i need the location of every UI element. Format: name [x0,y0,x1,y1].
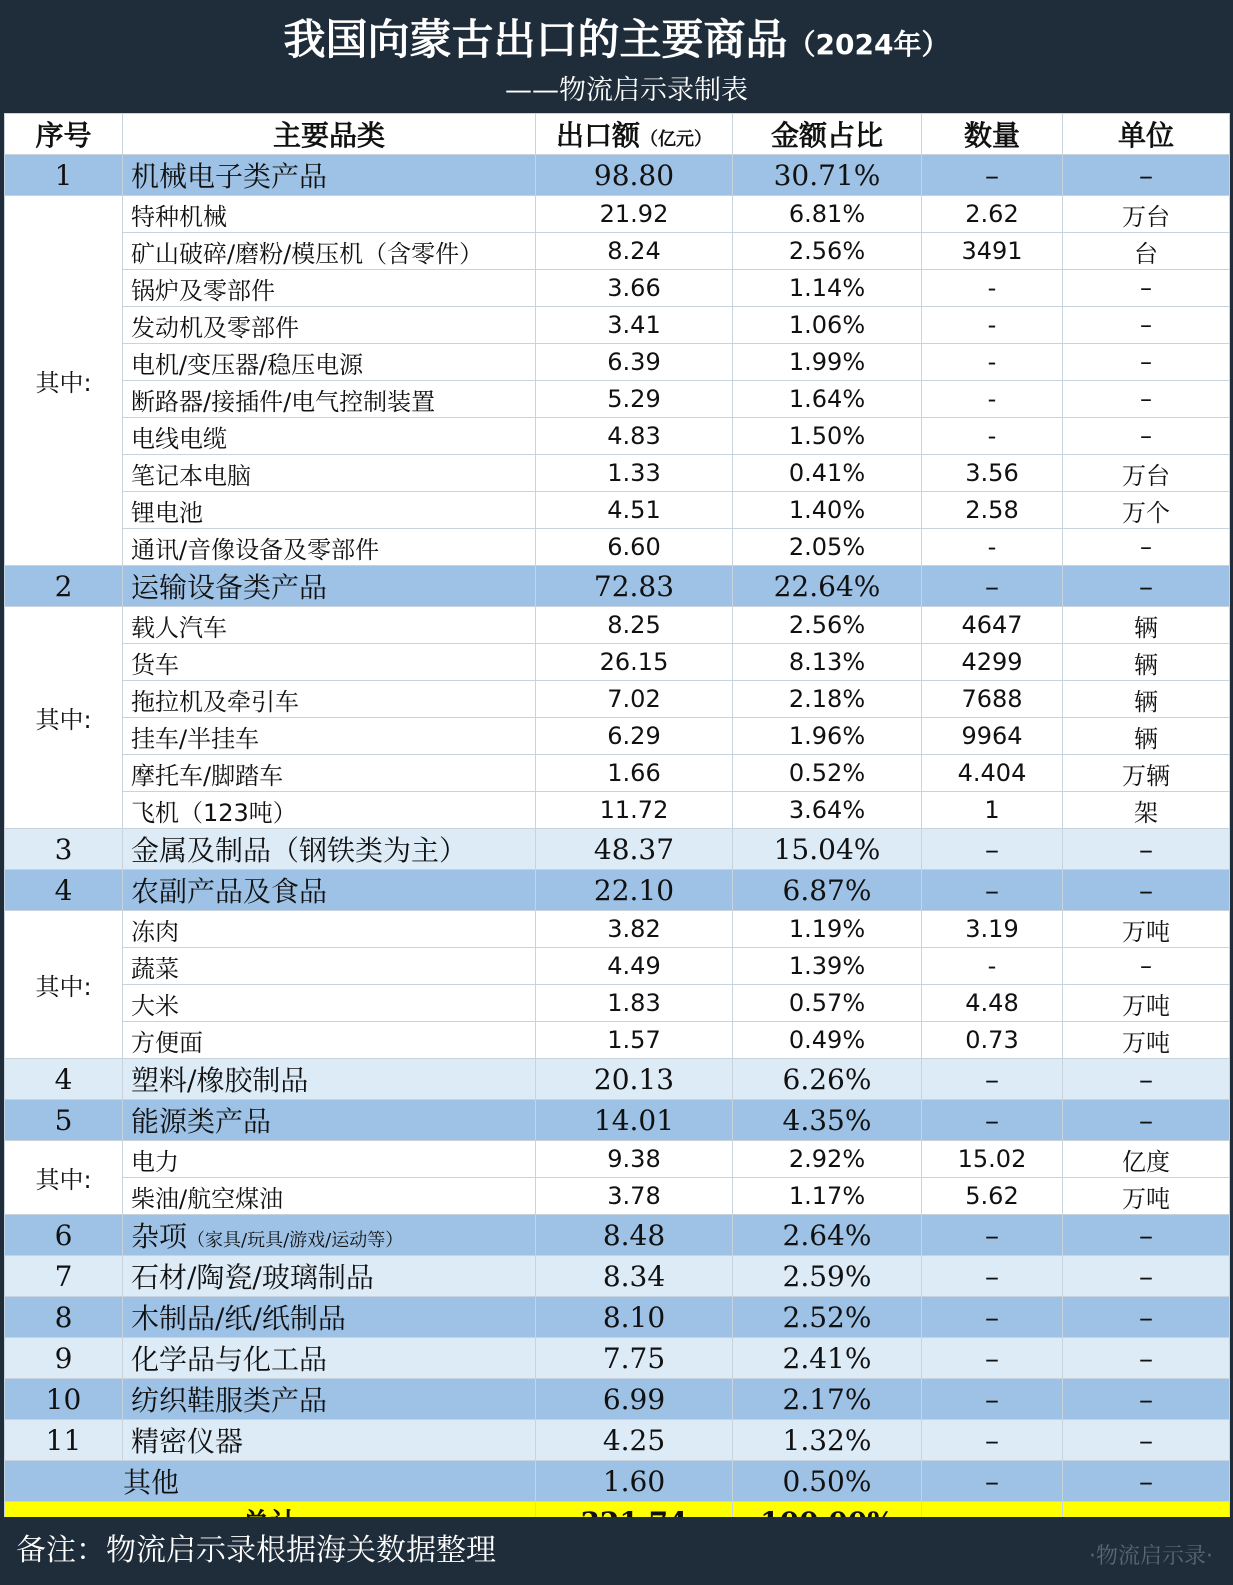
category-name-text: 运输设备类产品 [131,571,328,604]
subitem-row [5,755,1230,792]
export-value: 14.01 [536,1100,733,1141]
category-name-text: 塑料/橡胶制品 [131,1064,309,1097]
subitem-row [5,270,1230,307]
category-row [5,566,1230,607]
value-share: 1.39% [733,948,922,985]
value-share: 6.87% [733,870,922,911]
value-share: 6.81% [733,196,922,233]
value-share: 2.59% [733,1256,922,1297]
unit: – [1063,1379,1230,1420]
export-value: 1.60 [536,1461,733,1502]
quantity: 4.404 [922,755,1063,792]
export-value: 21.92 [536,196,733,233]
unit: – [1063,1256,1230,1297]
subitem-row [5,344,1230,381]
column-header-value [536,114,733,155]
category-name-text: 木制品/纸/纸制品 [131,1302,346,1335]
quantity: 3.19 [922,911,1063,948]
unit: 万辆 [1063,755,1230,792]
title-text: 我国向蒙古出口的主要商品 [283,15,788,64]
category-name [123,566,536,607]
group-label: 其中: [5,607,123,829]
quantity: 1 [922,792,1063,829]
title-year: （2024年） [787,28,950,61]
value-share: 0.49% [733,1022,922,1059]
subitem-row [5,1141,1230,1178]
category-row [5,1379,1230,1420]
column-header-value-label: 出口额 [555,119,640,152]
quantity: 4647 [922,607,1063,644]
row-number: 3 [5,829,123,870]
unit: – [1063,529,1230,566]
row-number: 11 [5,1420,123,1461]
export-value: 7.75 [536,1338,733,1379]
column-header-category: 主要品类 [123,114,536,155]
unit: – [1063,418,1230,455]
unit: 万吨 [1063,1022,1230,1059]
unit: 万台 [1063,455,1230,492]
export-value: 8.48 [536,1215,733,1256]
category-row [5,1338,1230,1379]
quantity: – [922,1256,1063,1297]
category-name-text: 纺织鞋服类产品 [131,1384,328,1417]
quantity: 3.56 [922,455,1063,492]
unit: – [1063,1215,1230,1256]
value-share: 2.17% [733,1379,922,1420]
item-name: 锅炉及零部件 [123,270,536,307]
value-share: 1.96% [733,718,922,755]
column-header-value-unit: （亿元） [640,129,712,150]
unit: – [1063,1059,1230,1100]
unit: 辆 [1063,644,1230,681]
group-label: 其中: [5,196,123,566]
unit: – [1063,381,1230,418]
category-name [123,1215,536,1256]
row-number: 4 [5,1059,123,1100]
category-name [123,1059,536,1100]
unit: 辆 [1063,681,1230,718]
unit: – [1063,155,1230,196]
value-share: 1.19% [733,911,922,948]
export-value: 48.37 [536,829,733,870]
quantity: 15.02 [922,1141,1063,1178]
unit: – [1063,1461,1230,1502]
category-name [123,155,536,196]
item-name: 摩托车/脚踏车 [123,755,536,792]
value-share: 2.64% [733,1215,922,1256]
item-name: 载人汽车 [123,607,536,644]
quantity: – [922,1338,1063,1379]
footer [0,1517,1233,1585]
value-share: 2.18% [733,681,922,718]
quantity: 4299 [922,644,1063,681]
value-share: 0.50% [733,1461,922,1502]
column-header-qty: 数量 [922,114,1063,155]
category-row [5,870,1230,911]
subitem-row [5,681,1230,718]
value-share: 22.64% [733,566,922,607]
item-name: 发动机及零部件 [123,307,536,344]
subitem-row [5,418,1230,455]
item-name: 矿山破碎/磨粉/模压机（含零件） [123,233,536,270]
row-number: 4 [5,870,123,911]
quantity: – [922,155,1063,196]
quantity: – [922,1297,1063,1338]
value-share: 1.50% [733,418,922,455]
quantity: – [922,1420,1063,1461]
unit: – [1063,344,1230,381]
unit: 辆 [1063,718,1230,755]
column-header-unit: 单位 [1063,114,1230,155]
item-name: 方便面 [123,1022,536,1059]
subitem-row [5,792,1230,829]
export-value: 6.29 [536,718,733,755]
item-name: 蔬菜 [123,948,536,985]
category-name-text: 农副产品及食品 [131,875,328,908]
page-subtitle: ——物流启示录制表 [505,75,748,106]
export-value: 7.02 [536,681,733,718]
unit: – [1063,307,1230,344]
value-share: 1.32% [733,1420,922,1461]
unit: 亿度 [1063,1141,1230,1178]
subitem-row [5,948,1230,985]
category-row [5,1461,1230,1502]
value-share: 2.05% [733,529,922,566]
export-value: 20.13 [536,1059,733,1100]
export-value: 8.34 [536,1256,733,1297]
quantity: – [922,870,1063,911]
group-label: 其中: [5,1141,123,1215]
value-share: 15.04% [733,829,922,870]
unit: 万吨 [1063,985,1230,1022]
row-number: 8 [5,1297,123,1338]
export-value: 98.80 [536,155,733,196]
category-name-text: 机械电子类产品 [131,160,328,193]
value-share: 1.14% [733,270,922,307]
subitem-row [5,492,1230,529]
category-name [123,1100,536,1141]
value-share: 2.41% [733,1338,922,1379]
category-row [5,1215,1230,1256]
table-header-row [5,114,1230,155]
value-share: 6.26% [733,1059,922,1100]
item-name: 电线电缆 [123,418,536,455]
value-share: 3.64% [733,792,922,829]
quantity: 2.62 [922,196,1063,233]
subitem-row [5,1022,1230,1059]
value-share: 30.71% [733,155,922,196]
quantity: 9964 [922,718,1063,755]
export-value: 8.25 [536,607,733,644]
item-name: 挂车/半挂车 [123,718,536,755]
row-number: 2 [5,566,123,607]
export-value: 4.25 [536,1420,733,1461]
unit: 万台 [1063,196,1230,233]
category-name-text: 能源类产品 [131,1105,272,1138]
page-title [0,10,1233,75]
export-value: 1.66 [536,755,733,792]
unit: – [1063,1338,1230,1379]
category-name-text: 精密仪器 [131,1425,244,1458]
item-name: 冻肉 [123,911,536,948]
subitem-row [5,529,1230,566]
row-number: 9 [5,1338,123,1379]
export-value: 4.83 [536,418,733,455]
item-name: 通讯/音像设备及零部件 [123,529,536,566]
category-name-text: 金属及制品（钢铁类为主） [131,834,468,867]
category-row [5,1256,1230,1297]
export-value: 8.10 [536,1297,733,1338]
subitem-row [5,985,1230,1022]
item-name: 断路器/接插件/电气控制装置 [123,381,536,418]
unit: 辆 [1063,607,1230,644]
export-value: 3.66 [536,270,733,307]
category-name [123,1256,536,1297]
export-value: 6.99 [536,1379,733,1420]
category-row [5,829,1230,870]
column-header-share: 金额占比 [733,114,922,155]
category-name-text: 杂项 [131,1220,188,1253]
row-number: 6 [5,1215,123,1256]
quantity: - [922,948,1063,985]
category-name [123,1338,536,1379]
quantity: 5.62 [922,1178,1063,1215]
quantity: – [922,1215,1063,1256]
value-share: 1.99% [733,344,922,381]
item-name: 货车 [123,644,536,681]
quantity: 7688 [922,681,1063,718]
quantity: - [922,529,1063,566]
quantity: – [922,1100,1063,1141]
item-name: 柴油/航空煤油 [123,1178,536,1215]
export-value: 1.83 [536,985,733,1022]
footer-note: 备注：物流启示录根据海关数据整理 [16,1533,496,1568]
unit: 万吨 [1063,1178,1230,1215]
category-name [123,870,536,911]
quantity: – [922,1059,1063,1100]
header [0,0,1233,113]
export-value: 6.39 [536,344,733,381]
unit: – [1063,1420,1230,1461]
subitem-row [5,381,1230,418]
quantity: - [922,307,1063,344]
value-share: 1.06% [733,307,922,344]
row-number: 10 [5,1379,123,1420]
category-note: （家具/玩具/游戏/运动等） [187,1230,404,1251]
quantity: 3491 [922,233,1063,270]
category-row [5,1420,1230,1461]
value-share: 1.17% [733,1178,922,1215]
subitem-row [5,607,1230,644]
export-value: 3.82 [536,911,733,948]
subitem-row [5,233,1230,270]
quantity: 2.58 [922,492,1063,529]
unit: – [1063,1297,1230,1338]
value-share: 8.13% [733,644,922,681]
unit: 架 [1063,792,1230,829]
value-share: 0.52% [733,755,922,792]
export-value: 22.10 [536,870,733,911]
quantity: - [922,418,1063,455]
category-name: 其他 [5,1461,536,1502]
quantity: – [922,1461,1063,1502]
category-name [123,1379,536,1420]
item-name: 电机/变压器/稳压电源 [123,344,536,381]
subitem-row [5,718,1230,755]
quantity: – [922,566,1063,607]
row-number: 5 [5,1100,123,1141]
quantity: 0.73 [922,1022,1063,1059]
subitem-row [5,455,1230,492]
export-value: 72.83 [536,566,733,607]
unit: – [1063,948,1230,985]
subitem-row [5,307,1230,344]
export-value: 11.72 [536,792,733,829]
value-share: 0.41% [733,455,922,492]
item-name: 飞机（123吨） [123,792,536,829]
export-value: 9.38 [536,1141,733,1178]
item-name: 锂电池 [123,492,536,529]
quantity: – [922,829,1063,870]
row-number: 1 [5,155,123,196]
category-name-text: 石材/陶瓷/玻璃制品 [131,1261,374,1294]
category-row [5,1059,1230,1100]
unit: – [1063,829,1230,870]
export-value: 8.24 [536,233,733,270]
column-header-no: 序号 [5,114,123,155]
unit: – [1063,270,1230,307]
item-name: 大米 [123,985,536,1022]
watermark: ·物流启示录· [1089,1544,1213,1569]
quantity: - [922,381,1063,418]
item-name: 电力 [123,1141,536,1178]
subitem-row [5,196,1230,233]
value-share: 4.35% [733,1100,922,1141]
export-value: 6.60 [536,529,733,566]
value-share: 2.56% [733,607,922,644]
value-share: 2.92% [733,1141,922,1178]
export-value: 4.49 [536,948,733,985]
value-share: 2.52% [733,1297,922,1338]
category-name [123,829,536,870]
subitem-row [5,911,1230,948]
item-name: 笔记本电脑 [123,455,536,492]
unit: 台 [1063,233,1230,270]
export-value: 3.78 [536,1178,733,1215]
quantity: - [922,270,1063,307]
value-share: 2.56% [733,233,922,270]
value-share: 1.40% [733,492,922,529]
export-value: 26.15 [536,644,733,681]
row-number: 7 [5,1256,123,1297]
category-name-text: 化学品与化工品 [131,1343,328,1376]
unit: – [1063,566,1230,607]
unit: 万个 [1063,492,1230,529]
quantity: - [922,344,1063,381]
category-row [5,1297,1230,1338]
category-row [5,155,1230,196]
category-name [123,1297,536,1338]
unit: – [1063,1100,1230,1141]
quantity: – [922,1379,1063,1420]
unit: 万吨 [1063,911,1230,948]
category-row [5,1100,1230,1141]
subitem-row [5,644,1230,681]
group-label: 其中: [5,911,123,1059]
category-name [123,1420,536,1461]
item-name: 拖拉机及牵引车 [123,681,536,718]
export-value: 1.57 [536,1022,733,1059]
value-share: 0.57% [733,985,922,1022]
export-value: 4.51 [536,492,733,529]
quantity: 4.48 [922,985,1063,1022]
unit: – [1063,870,1230,911]
export-value: 3.41 [536,307,733,344]
subitem-row [5,1178,1230,1215]
export-table [4,113,1230,1543]
export-value: 5.29 [536,381,733,418]
value-share: 1.64% [733,381,922,418]
export-value: 1.33 [536,455,733,492]
item-name: 特种机械 [123,196,536,233]
